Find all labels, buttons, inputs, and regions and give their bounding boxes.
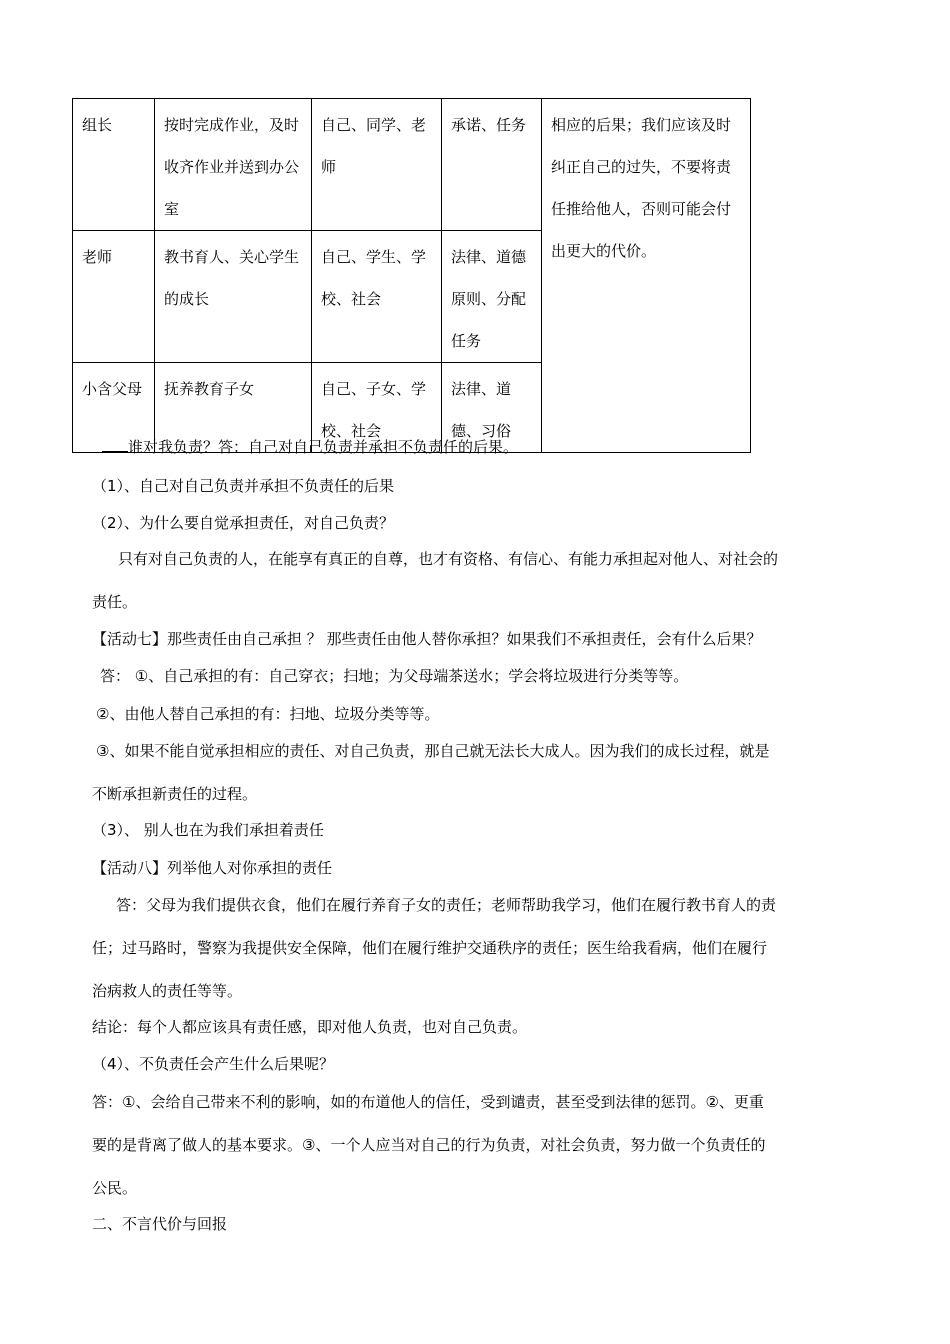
consequence-cell: 相应的后果；我们应该及时纠正自己的过失，不要将责任推给他人，否则可能会付出更大的代价。 (542, 99, 751, 453)
responsibility-table (72, 98, 751, 453)
source-cell: 承诺、任务 (442, 99, 542, 231)
subheading: （3）、 别人也在为我们承担着责任 (92, 821, 324, 839)
table-row (73, 99, 751, 231)
target-cell: 自己、同学、老师 (312, 99, 442, 231)
role-cell: 老师 (73, 231, 155, 363)
question-text: 谁对我负责？答：自己对自己负责并承担不负责任的后果。 (128, 438, 519, 456)
answer-line: 要的是背离了做人的基本要求。③、一个人应当对自己的行为负责，对社会负责，努力做一个负责任的 (92, 1136, 766, 1154)
duty-cell: 按时完成作业，及时收齐作业并送到办公室 (155, 99, 312, 231)
activity-heading: 【活动七】那些责任由自己承担 ？ 那些责任由他人替你承担？如果我们不承担责任，会有什么后果？ (92, 630, 762, 648)
duty-cell: 抚养教育子女 (155, 363, 312, 453)
answer-line: 答：①、会给自己带来不利的影响，如的布道他人的信任，受到谴责，甚至受到法律的惩罚。②、更重 (92, 1093, 764, 1111)
answer-line: 答： ①、自己承担的有：自己穿衣；扫地；为父母端茶送水；学会将垃圾进行分类等等。 (100, 667, 689, 685)
answer-line: ②、由他人替自己承担的有：扫地、垃圾分类等等。 (96, 705, 440, 723)
question-line (102, 437, 518, 457)
answer-line: 任；过马路时，警察为我提供安全保障，他们在履行维护交通秩序的责任；医生给我看病，他们在履行 (92, 939, 768, 957)
paragraph-line: 责任。 (92, 593, 138, 611)
subheading: （1）、自己对自己负责并承担不负责任的后果 (92, 477, 395, 495)
activity-heading: 【活动八】列举他人对你承担的责任 (92, 859, 333, 877)
target-cell: 自己、子女、学校、社会 (312, 363, 442, 453)
role-cell: 小含父母 (73, 363, 155, 453)
fill-blank (102, 437, 128, 452)
answer-line: ③、如果不能自觉承担相应的责任、对自己负责，那自己就无法长大成人。因为我们的成长过程，就是 (96, 742, 770, 760)
subheading: （2）、为什么要自觉承担责任，对自己负责？ (92, 514, 395, 532)
paragraph-line: 只有对自己负责的人，在能享有真正的自尊，也才有资格、有信心、有能力承担起对他人、对社会的 (118, 550, 779, 568)
answer-line: 不断承担新责任的过程。 (92, 785, 258, 803)
target-cell: 自己、学生、学校、社会 (312, 231, 442, 363)
conclusion-line: 结论：每个人都应该具有责任感，即对他人负责，也对自己负责。 (92, 1018, 528, 1036)
answer-line: 公民。 (92, 1179, 138, 1197)
role-cell: 组长 (73, 99, 155, 231)
source-cell: 法律、道德原则、分配任务 (442, 231, 542, 363)
answer-line: 答：父母为我们提供衣食，他们在履行养育子女的责任；老师帮助我学习，他们在履行教书育人的责 (116, 896, 777, 914)
source-cell: 法律、道德、习俗 (442, 363, 542, 453)
answer-line: 治病救人的责任等等。 (92, 982, 243, 1000)
subheading: （4）、不负责任会产生什么后果呢？ (92, 1055, 335, 1073)
duty-cell: 教书育人、关心学生的成长 (155, 231, 312, 363)
section-heading: 二、不言代价与回报 (92, 1215, 228, 1233)
